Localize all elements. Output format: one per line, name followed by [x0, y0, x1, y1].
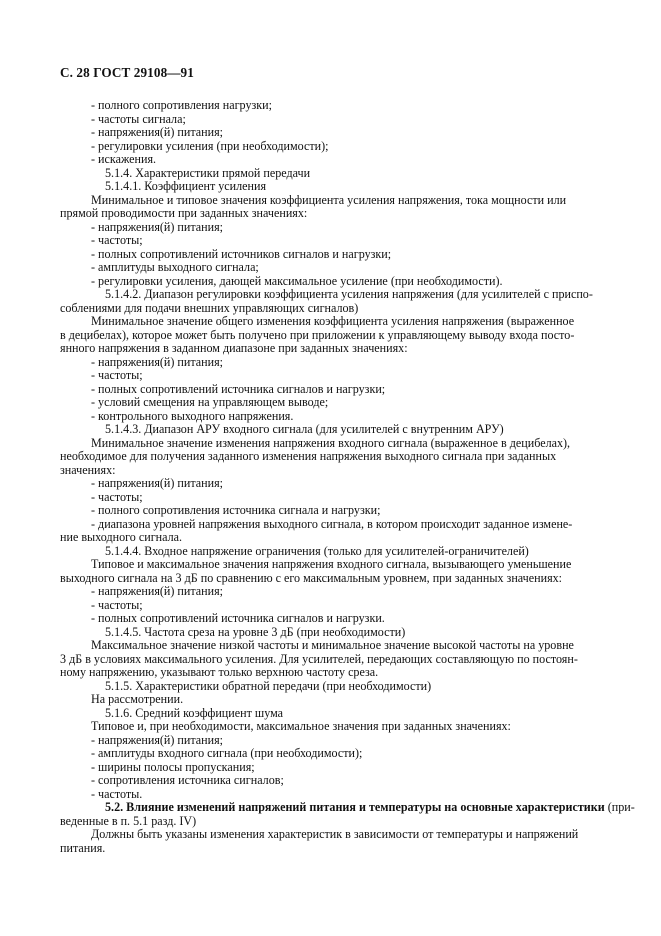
list-item: - регулировки усиления (при необходимости);: [91, 138, 329, 153]
list-item: - частоты;: [91, 368, 143, 382]
list-item: - напряжения(й) питания;: [91, 732, 224, 747]
paragraph-line: янного напряжения в заданном диапазоне при заданных значениях:: [60, 341, 408, 355]
paragraph-line: Минимальное и типовое значения коэффициента усиления напряжения, тока мощности или: [91, 192, 567, 207]
list-item: - ширины полосы пропускания;: [91, 759, 255, 774]
list-item: - частоты;: [91, 233, 143, 247]
paragraph-line: в децибелах), которое может быть получено при приложении к управляющему выводу входа посто-: [60, 327, 575, 342]
paragraph-line: 3 дБ в условиях максимального усиления. Для усилителей, передающих составляющую по постоян-: [60, 651, 578, 666]
list-item: - регулировки усиления, дающей максимальное усиление (при необходимости).: [91, 273, 503, 288]
section-heading: 5.1.4.4. Входное напряжение ограничения (только для усилителей-ограничителей): [105, 543, 529, 558]
document-body: [60, 98, 635, 855]
list-item: - искажения.: [91, 152, 157, 166]
paragraph-line: веденные в п. 5.1 разд. IV): [60, 813, 197, 828]
section-heading-5-2: [91, 800, 635, 815]
paragraph-line: прямой проводимости при заданных значениях:: [60, 206, 308, 220]
list-item: - амплитуды выходного сигнала;: [91, 260, 259, 274]
list-item: - напряжения(й) питания;: [91, 476, 224, 490]
heading-tail: (при-: [604, 800, 635, 814]
paragraph-line: Минимальное значение общего изменения коэффициента усиления напряжения (выраженное: [91, 314, 575, 328]
list-item: - напряжения(й) питания;: [91, 354, 224, 369]
list-item: - полных сопротивлений источника сигналов и нагрузки;: [91, 381, 386, 396]
bold-heading: 5.2. Влияние изменений напряжений питания и температуры на основные характеристики: [105, 800, 605, 814]
list-item: - полного сопротивления нагрузки;: [91, 98, 272, 112]
page-header: С. 28 ГОСТ 29108—91: [60, 65, 194, 80]
paragraph-line: Типовое и, при необходимости, максимальное значения при заданных значениях:: [91, 719, 511, 733]
paragraph-line: соблениями для подачи внешних управляющих сигналов): [60, 300, 359, 315]
list-item: - частоты;: [91, 597, 143, 612]
list-item: - полного сопротивления источника сигнала и нагрузки;: [91, 503, 381, 517]
section-heading: 5.1.5. Характеристики обратной передачи (при необходимости): [105, 678, 432, 693]
paragraph-line: Максимальное значение низкой частоты и минимальное значение высокой частоты на уровне: [91, 638, 574, 652]
paragraph-line: значениях:: [60, 462, 116, 477]
paragraph-line: Минимальное значение изменения напряжения входного сигнала (выраженное в децибелах),: [91, 435, 571, 450]
section-heading: 5.1.4. Характеристики прямой передачи: [105, 165, 311, 180]
paragraph-line: питания.: [60, 840, 106, 855]
list-item: - частоты сигнала;: [91, 111, 186, 126]
section-heading: 5.1.4.3. Диапазон АРУ входного сигнала (для усилителей с внутренним АРУ): [105, 422, 504, 436]
paragraph-line: выходного сигнала на 3 дБ по сравнению с его максимальным уровнем, при заданных значениях:: [60, 570, 563, 585]
list-item: - сопротивления источника сигналов;: [91, 773, 284, 787]
list-item: - полных сопротивлений источника сигналов и нагрузки.: [91, 611, 385, 625]
list-item: - напряжения(й) питания;: [91, 219, 224, 234]
section-heading: 5.1.4.5. Частота среза на уровне 3 дБ (при необходимости): [105, 624, 406, 639]
paragraph-line: ному напряжению, указывают только верхнюю частоту среза.: [60, 665, 379, 679]
paragraph-line: ние выходного сигнала.: [60, 530, 183, 544]
section-heading: 5.1.4.2. Диапазон регулировки коэффициента усиления напряжения (для усилителей с приспо-: [105, 287, 593, 301]
paragraph-line: необходимое для получения заданного изменения напряжения выходного сигнала при заданных: [60, 449, 557, 463]
paragraph-line: На рассмотрении.: [91, 692, 184, 706]
list-item: - условий смещения на управляющем выводе;: [91, 395, 329, 409]
list-item: - полных сопротивлений источников сигналов и нагрузки;: [91, 246, 392, 261]
list-item: - контрольного выходного напряжения.: [91, 408, 294, 423]
list-item: - напряжения(й) питания;: [91, 584, 224, 598]
section-heading: 5.1.4.1. Коэффициент усиления: [105, 179, 267, 193]
list-item: - диапазона уровней напряжения выходного сигнала, в котором происходит заданное измене-: [91, 516, 573, 531]
list-item: - амплитуды входного сигнала (при необходимости);: [91, 746, 363, 760]
list-item: - напряжения(й) питания;: [91, 125, 224, 139]
list-item: - частоты;: [91, 489, 143, 504]
list-item: - частоты.: [91, 786, 143, 801]
paragraph-line: Должны быть указаны изменения характеристик в зависимости от температуры и напряжений: [91, 827, 579, 841]
paragraph-line: Типовое и максимальное значения напряжения входного сигнала, вызывающего уменьшение: [91, 557, 572, 571]
section-heading: 5.1.6. Средний коэффициент шума: [105, 705, 284, 720]
